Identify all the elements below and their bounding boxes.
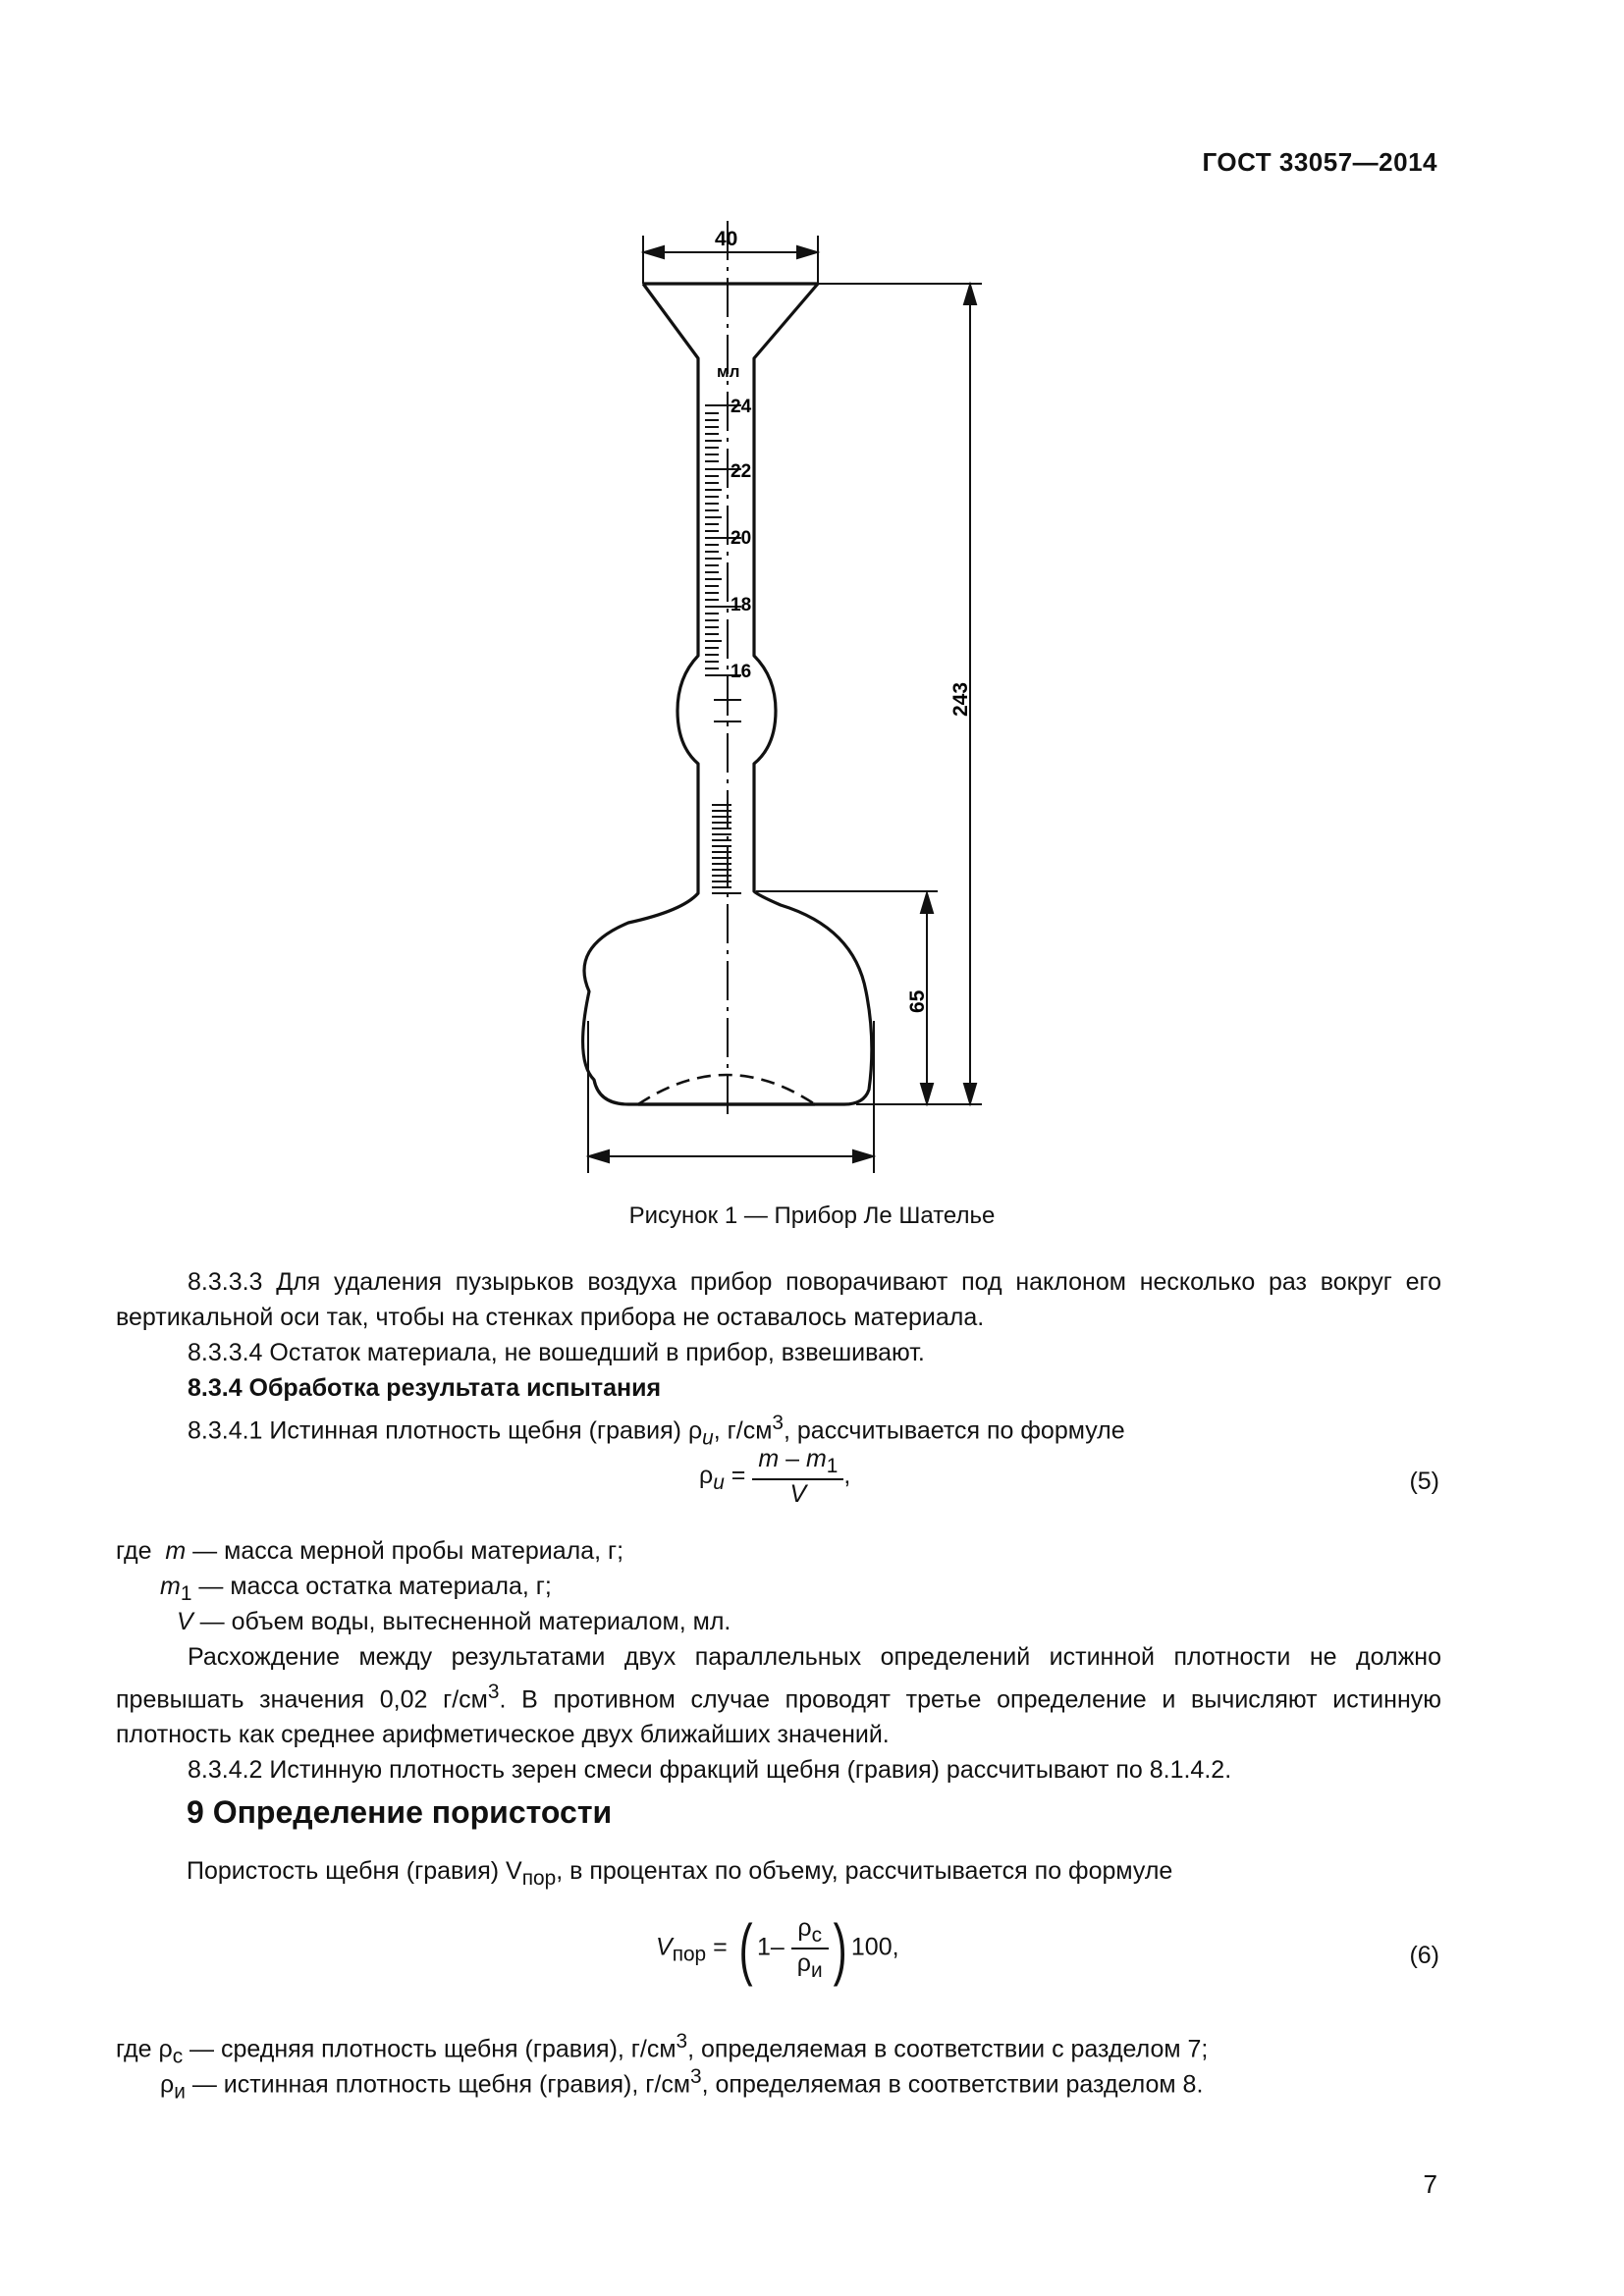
scale-mark: 18 — [731, 595, 752, 615]
where-item: $\rho_и$ — истинная плотность щебня (гравия), $г/см^3$, определяемая в соответствии разделом 8. — [160, 2065, 1204, 2104]
unit-label: мл — [717, 362, 740, 381]
scale-mark: 24 — [731, 397, 752, 417]
heading-8-3-4: 8.3.4 Обработка результата испытания — [188, 1374, 662, 1402]
figure-caption: Рисунок 1 — Прибор Ле Шателье — [628, 1202, 996, 1229]
paragraph-8-3-3-3: 8.3.3.3 Для удаления пузырьков воздуха прибор поворачивают под наклоном несколько раз вокруг его вертикальной оси так, чтобы на стенках прибора не оставалось материала. — [116, 1268, 1441, 1331]
equation-number-5: (5) — [1409, 1468, 1439, 1495]
scale-mark: 16 — [731, 662, 752, 682]
document-header: ГОСТ 33057—2014 — [1202, 147, 1437, 177]
scale-mark: 20 — [731, 528, 752, 549]
text-block-discrepancy — [116, 1639, 1441, 1788]
where-item: $m_1$ — масса остатка материала, г; — [160, 1573, 552, 1605]
text-block-8-3 — [116, 1264, 1441, 1456]
section-9-intro: Пористость щебня (гравия) $V_{пор}$, в процентах по объему, рассчитывается по формуле — [187, 1857, 1173, 1890]
formula-5-fraction: $\frac{m - m_1}{V}$ — [752, 1445, 843, 1509]
where-item: где m — масса мерной пробы материала, г; — [116, 1537, 624, 1565]
where-item: V — объем воды, вытесненной материалом, мл. — [177, 1608, 731, 1635]
section-9-title: 9 Определение пористости — [187, 1794, 613, 1830]
paragraph-8-3-4-2: 8.3.4.2 Истинную плотность зерен смеси фракций щебня (гравия) рассчитывают по 8.1.4.2. — [188, 1756, 1232, 1785]
equation-number-6: (6) — [1409, 1942, 1439, 1969]
dimension-total-height-label: 243 — [949, 681, 972, 717]
dimension-top-label: 40 — [715, 228, 738, 250]
paragraph-8-3-3-4: 8.3.3.4 Остаток материала, не вошедший в прибор, взвешивают. — [188, 1339, 925, 1366]
dimension-bottom-height-label: 65 — [906, 989, 929, 1013]
formula-6-fraction: $\frac{\rho_с}{\rho_и}$ — [791, 1914, 829, 1983]
scale-mark: 22 — [731, 461, 752, 482]
paragraph-discrepancy: Расхождение между результатами двух параллельных определений истинной плотности не должно превышать значения 0,02 $г/см^3$. В противном случае проводят третье определение и вычисляют истинную плотность как среднее арифметическое двух ближайших значений. — [116, 1643, 1442, 1749]
formula-6: $V_{пор}$ = ( 1– $\frac{\rho_с}{\rho_и}$ ) 100, — [656, 1910, 899, 1987]
page-number: 7 — [1423, 2169, 1437, 2199]
paragraph-8-3-4-1: 8.3.4.1 Истинная плотность щебня (гравия) $\rho_u$, $г/см^3$, рассчитывается по формуле — [188, 1412, 1125, 1450]
formula-5: $\rho_u$ = $\frac{m - m_1}{V}$ , — [699, 1445, 851, 1508]
where-item: где $\rho_с$ — средняя плотность щебня (гравия), $г/см^3$, определяемая в соответствии с разделом 7; — [116, 2030, 1209, 2068]
